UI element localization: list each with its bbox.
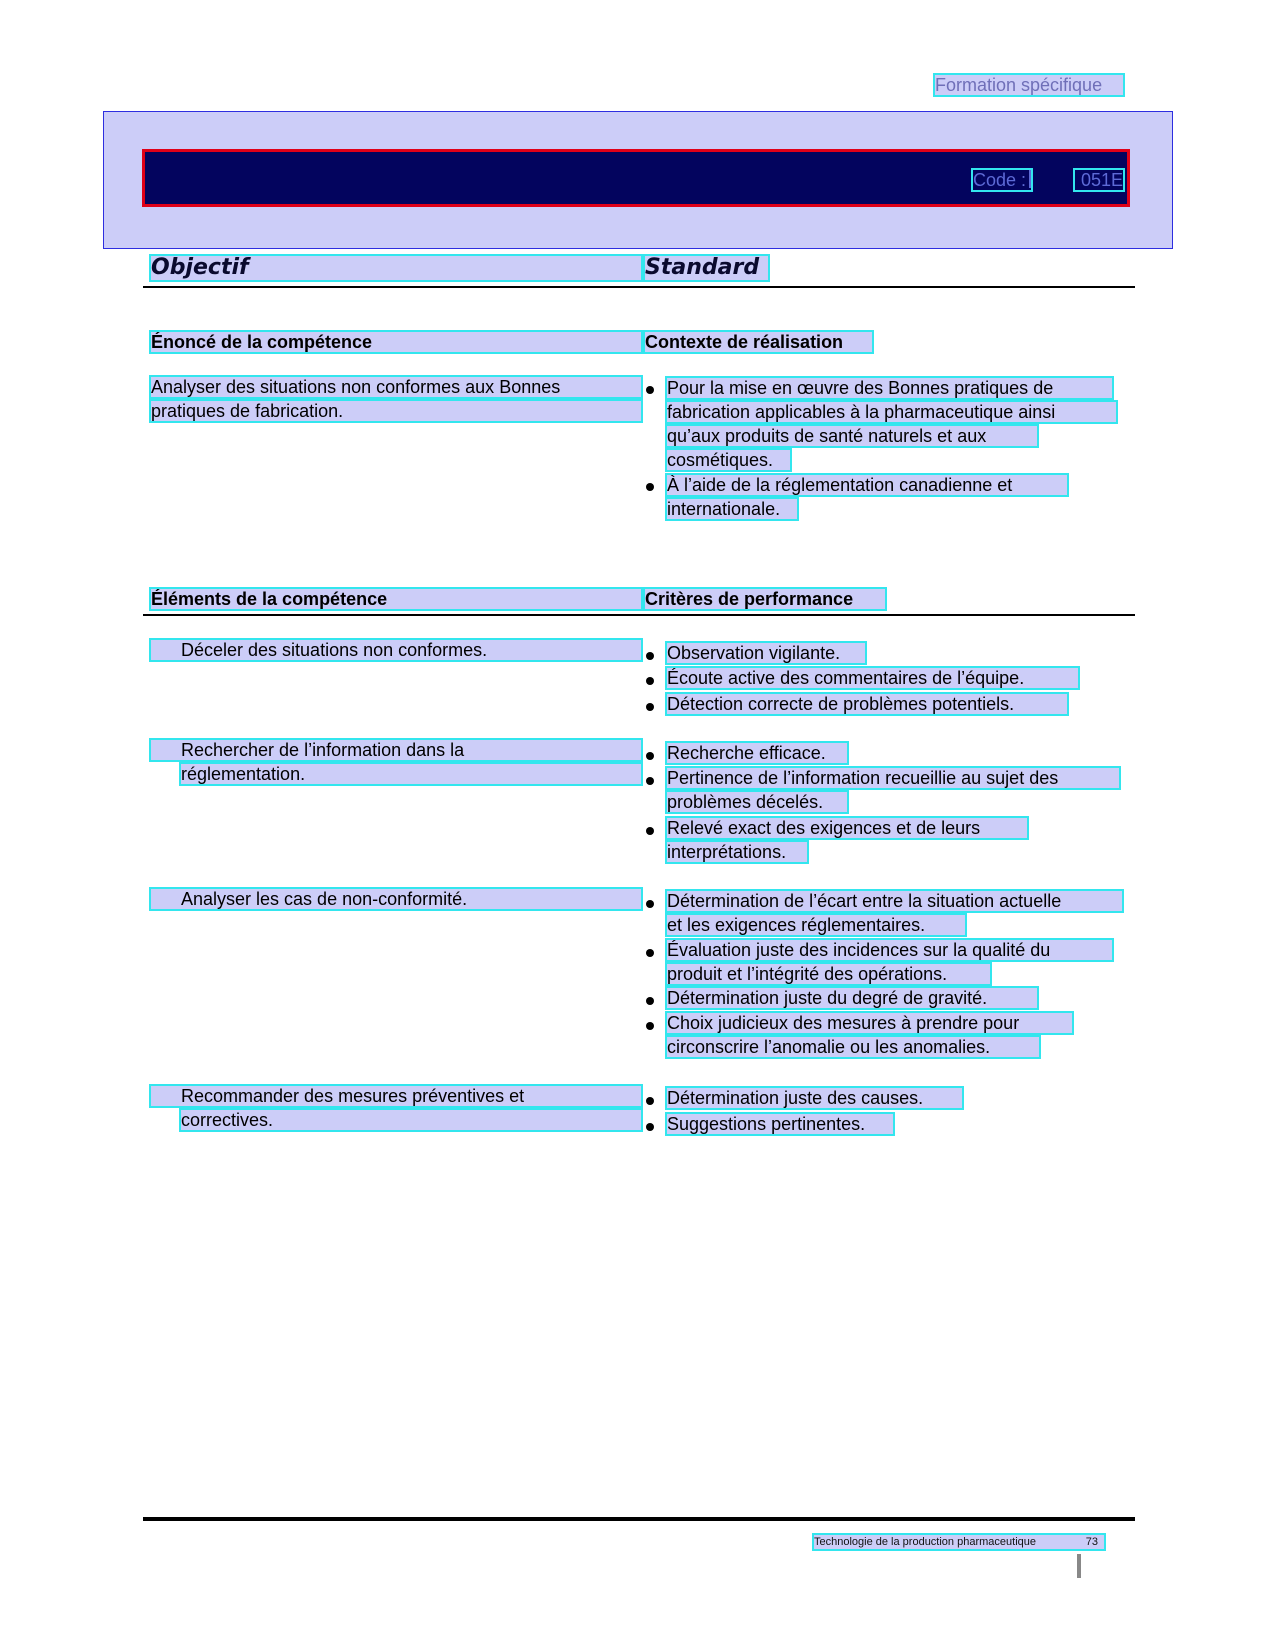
performance-criteria-heading: Critères de performance: [645, 589, 885, 609]
element-text-line: réglementation.: [181, 764, 641, 784]
element-text-line: [151, 889, 641, 909]
section-rule: [143, 614, 1135, 616]
objective-title: Objectif: [151, 256, 641, 280]
criterion-line: Observation vigilante.: [667, 643, 865, 663]
criterion-line: interprétations.: [667, 842, 807, 862]
bullet-icon: [646, 652, 654, 660]
criterion-line: Écoute active des commentaires de l’équipe.: [667, 668, 1078, 688]
criterion-line: et les exigences réglementaires.: [667, 915, 965, 935]
code-label: Code :: [973, 170, 1031, 190]
criterion-line: circonscrire l’anomalie ou les anomalies.: [667, 1037, 1039, 1057]
element-text: Recommander des mesures préventives et: [181, 1086, 525, 1106]
bullet-icon: [646, 1097, 654, 1105]
criterion-line: Détection correcte de problèmes potentiels.: [667, 694, 1067, 714]
context-item-line: qu’aux produits de santé naturels et aux: [667, 426, 1037, 446]
realisation-context-heading: Contexte de réalisation: [645, 332, 872, 352]
context-item-line: cosmétiques.: [667, 450, 790, 470]
element-text-line: [151, 1086, 641, 1106]
competency-statement-line: pratiques de fabrication.: [151, 401, 641, 421]
footer: [814, 1535, 1104, 1549]
competency-elements-heading: Éléments de la compétence: [151, 589, 641, 609]
bullet-icon: [646, 677, 654, 685]
bullet-icon: [646, 703, 654, 711]
context-item-line: internationale.: [667, 499, 797, 519]
bullet-icon: [646, 386, 654, 394]
criterion-line: Recherche efficace.: [667, 743, 847, 763]
element-text-line: correctives.: [181, 1110, 641, 1130]
element-text: Analyser les cas de non-conformité.: [181, 889, 468, 909]
footer-title: Technologie de la production pharmaceutique: [814, 1536, 1036, 1548]
bullet-icon: [646, 752, 654, 760]
bullet-icon: [646, 483, 654, 491]
context-item-line: À l’aide de la réglementation canadienne et: [667, 475, 1067, 495]
code-value: 051E: [1075, 170, 1123, 190]
element-text-line: [151, 740, 641, 760]
bullet-icon: [646, 777, 654, 785]
criterion-line: Choix judicieux des mesures à prendre pour: [667, 1013, 1072, 1033]
competency-statement-line: Analyser des situations non conformes aux Bonnes: [151, 377, 641, 397]
context-item-line: fabrication applicables à la pharmaceutique ainsi: [667, 402, 1116, 422]
element-text: Rechercher de l’information dans la: [181, 740, 465, 760]
criterion-line: produit et l’intégrité des opérations.: [667, 964, 990, 984]
bullet-icon: [646, 1022, 654, 1030]
competency-statement-heading: Énoncé de la compétence: [151, 332, 641, 352]
bullet-icon: [646, 1123, 654, 1131]
bullet-icon: [646, 997, 654, 1005]
page-number: 73: [1085, 1536, 1098, 1548]
criterion-line: Pertinence de l’information recueillie au sujet des: [667, 768, 1119, 788]
element-text-line: [151, 640, 641, 660]
criterion-line: Suggestions pertinentes.: [667, 1114, 893, 1134]
header-panel: [103, 111, 1173, 249]
bullet-icon: [646, 949, 654, 957]
criterion-line: Relevé exact des exigences et de leurs: [667, 818, 1027, 838]
footer-mark: [1077, 1554, 1081, 1578]
program-code-bar: [142, 149, 1130, 207]
element-text: Déceler des situations non conformes.: [181, 640, 488, 660]
bullet-icon: [646, 900, 654, 908]
criterion-line: Détermination juste du degré de gravité.: [667, 988, 1037, 1008]
title-rule: [143, 286, 1135, 288]
criterion-line: Détermination de l’écart entre la situation actuelle: [667, 891, 1122, 911]
running-head: Formation spécifique: [935, 75, 1123, 95]
bullet-icon: [646, 827, 654, 835]
criterion-line: Détermination juste des causes.: [667, 1088, 962, 1108]
code-separator: [1029, 170, 1031, 188]
footer-rule: [143, 1517, 1135, 1521]
criterion-line: problèmes décelés.: [667, 792, 847, 812]
criterion-line: Évaluation juste des incidences sur la qualité du: [667, 940, 1112, 960]
context-item-line: Pour la mise en œuvre des Bonnes pratiques de: [667, 378, 1112, 398]
standard-title: Standard: [645, 256, 768, 280]
